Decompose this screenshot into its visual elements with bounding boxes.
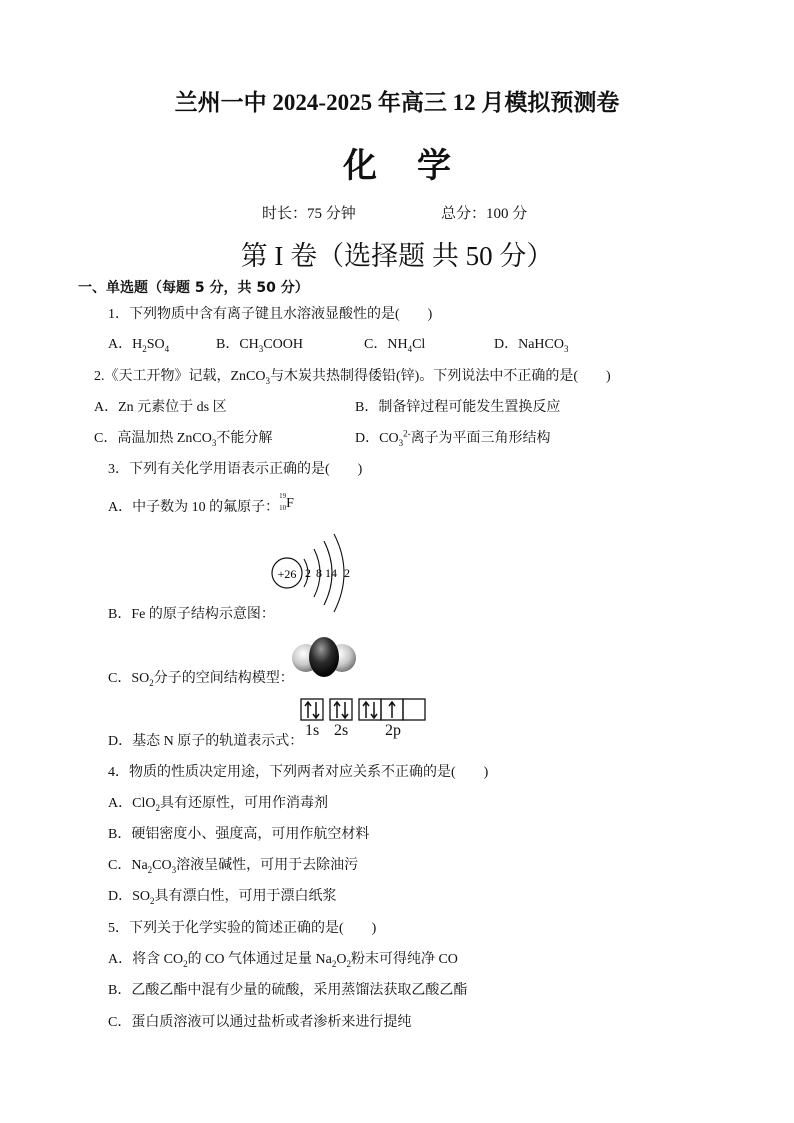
q4-option-a: A．ClO$_2$具有还原性，可用作消毒剂 (108, 796, 328, 813)
q3-option-c: C．$SO_2$分子的空间结构模型： (108, 671, 294, 688)
q5-option-b: B．乙酸乙酯中混有少量的硫酸，采用蒸馏法获取乙酸乙酯 (108, 983, 468, 998)
q2-stem: 2.《天工开物》记载，ZnCO$_3$与木炭共热制得倭铅(锌)。下列说法中不正确的是( ) (94, 369, 611, 386)
q3-stem: 3．下列有关化学用语表示正确的是( ) (108, 462, 363, 477)
fe-shell-1-count: 2 (305, 566, 311, 580)
fe-shell-3-count: 14 (325, 566, 337, 580)
subject-title: 化学 (343, 146, 491, 186)
fe-atomic-structure-diagram (268, 526, 368, 618)
q2-option-c: C．高温加热 ZnCO$_3$不能分解 (94, 431, 273, 448)
q3-option-a: A．中子数为 10 的氟原子： 19 10 F (108, 492, 294, 515)
orbital-label-1s: 1s (305, 722, 320, 739)
exam-total-score: 总分：100 分 (441, 206, 528, 222)
q5-option-a: A．将含 $CO_2$的 CO 气体通过足量 $Na_2O_2$粉末可得纯净 CO (108, 952, 458, 969)
q4-option-b: B．硬铝密度小、强度高，可用作航空材料 (108, 827, 370, 842)
exam-duration: 时长：75 分钟 (262, 206, 356, 222)
q1-option-b: B．$CH_3COOH$ (216, 337, 303, 354)
fluorine-nuclide-symbol: 19 10 F (279, 492, 294, 512)
orbital-label-2p: 2p (385, 722, 401, 739)
nitrogen-orbital-diagram (300, 698, 428, 722)
q5-stem: 5．下列关于化学实验的简述正确的是( ) (108, 921, 377, 936)
q3-option-b: B．Fe 的原子结构示意图： (108, 607, 275, 622)
orbital-label-2s: 2s (334, 722, 349, 739)
sulfur-atom (309, 637, 339, 677)
q4-option-d: D．$SO_2$具有漂白性，可用于漂白纸浆 (108, 889, 337, 906)
fe-shell-2-count: 8 (316, 566, 322, 580)
section-title: 第 I 卷（选择题 共 50 分） (240, 241, 554, 271)
q2-option-a: A．Zn 元素位于 ds 区 (94, 400, 227, 415)
fe-shell-4-count: 2 (344, 566, 350, 580)
q2-option-d: D．$CO_3^{2-}$离子为平面三角形结构 (355, 428, 551, 448)
q1-option-c: C．$NH_4Cl$ (364, 337, 426, 354)
part-heading: 一、单选题（每题 5 分，共 50 分） (78, 280, 309, 296)
q1-stem: 1．下列物质中含有离子键且水溶液显酸性的是( ) (108, 307, 433, 322)
so2-space-filling-model (290, 636, 360, 680)
q1-option-a: A．$H_2SO_4$ (108, 337, 170, 354)
q5-option-c: C．蛋白质溶液可以通过盐析或者渗析来进行提纯 (108, 1015, 412, 1030)
q4-stem: 4．物质的性质决定用途，下列两者对应关系不正确的是( ) (108, 765, 489, 780)
q1-option-d: D．NaHCO$_3$ (494, 337, 569, 354)
q3-option-d: D．基态 N 原子的轨道表示式： (108, 734, 304, 749)
q4-option-c: C．$Na_2CO_3$溶液呈碱性，可用于去除油污 (108, 858, 359, 875)
q2-option-b: B．制备锌过程可能发生置换反应 (355, 400, 561, 415)
fe-nucleus-label: +26 (277, 567, 297, 581)
exam-title: 兰州一中 2024-2025 年高三 12 月模拟预测卷 (174, 90, 620, 115)
